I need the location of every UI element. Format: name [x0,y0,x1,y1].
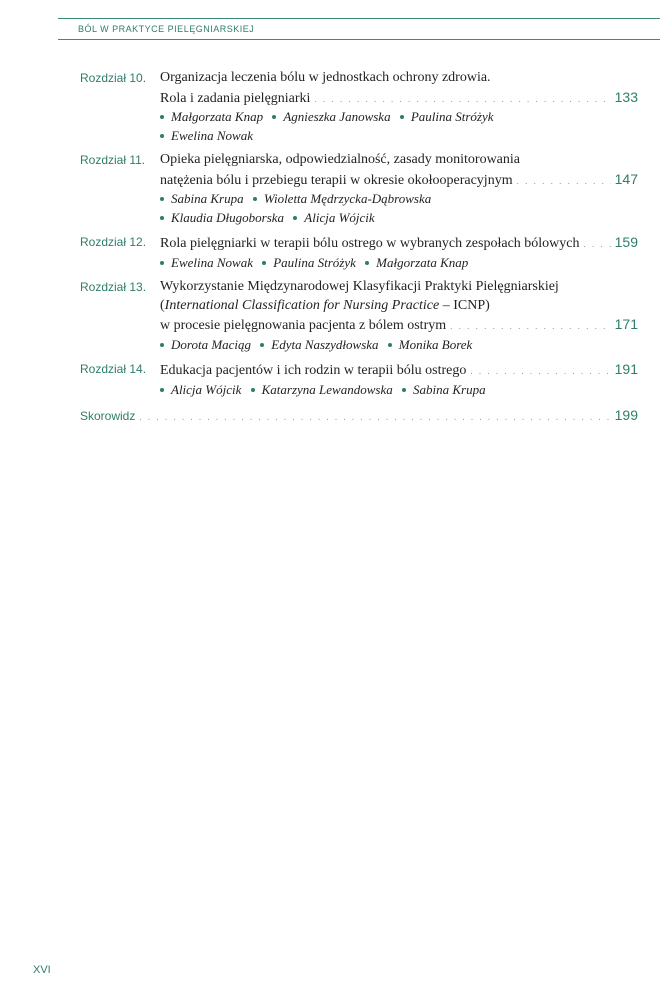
toc-entry-chapter-11[interactable] [80,151,638,227]
author: Sabina Krupa [160,191,244,206]
chapter-label: Rozdział 10. [80,71,147,85]
bullet-icon [160,115,164,119]
page-number: 159 [614,234,638,250]
author: Małgorzata Knap [365,255,468,270]
author: Klaudia Długoborska [160,210,284,225]
author: Paulina Stróżyk [262,255,356,270]
folio-page-number: XVI [33,964,51,976]
author-line [160,336,638,355]
page-number: 171 [614,316,638,332]
author: Wioletta Mędrzycka-Dąbrowska [253,191,431,206]
bullet-icon [160,261,164,265]
author: Monika Borek [388,337,473,352]
chapter-label: Rozdział 14. [80,362,147,376]
table-of-contents [80,69,638,423]
bullet-icon [253,197,257,201]
bullet-icon [388,343,392,347]
author: Paulina Stróżyk [400,109,494,124]
bullet-icon [272,115,276,119]
author: Ewelina Nowak [160,128,253,143]
toc-entry-index[interactable] [80,407,638,423]
toc-entry-chapter-14[interactable] [80,360,638,399]
chapter-title-line: Opieka pielęgniarska, odpowiedzialność, zasady monitorowania [160,152,520,167]
bullet-icon [160,388,164,392]
author: Agnieszka Janowska [272,109,390,124]
bullet-icon [160,197,164,201]
dot-leader [139,412,610,422]
bullet-icon [260,343,264,347]
chapter-title-leader-line [160,360,638,381]
author-line [160,254,638,273]
chapter-title-line: w procesie pielęgnowania pacjenta z bólem ostrym [160,318,447,333]
index-label: Skorowidz [80,409,136,423]
author-line [160,381,638,400]
dot-leader [314,90,610,109]
page-number: 133 [614,88,638,105]
author: Ewelina Nowak [160,255,253,270]
chapter-title-leader-line [160,315,638,336]
page-number: 147 [614,170,638,187]
chapter-title-leader-line [160,88,638,109]
chapter-title-line: Rola i zadania pielęgniarki [160,90,311,106]
chapter-title-leader-line [160,170,638,191]
author: Katarzyna Lewandowska [251,382,393,397]
chapter-label: Rozdział 11. [80,153,146,167]
bullet-icon [160,216,164,220]
bullet-icon [293,216,297,220]
page-number: 199 [614,407,638,423]
chapter-title-line: Edukacja pacjentów i ich rodzin w terapii bólu ostrego [160,363,467,378]
header-rule-bottom [58,39,660,40]
toc-entry-chapter-10[interactable] [80,69,638,145]
chapter-title-line: (International Classification for Nursing Practice – ICNP) [160,297,490,313]
chapter-title-line: Organizacja leczenia bólu w jednostkach ochrony zdrowia. [160,70,491,85]
author-line [160,190,638,209]
dot-leader [470,362,610,381]
dot-leader [450,317,611,336]
chapter-title-line: Wykorzystanie Międzynarodowej Klasyfikacji Praktyki Pielęgniarskiej [160,279,559,294]
running-title: BÓL W PRAKTYCE PIELĘGNIARSKIEJ [78,24,255,34]
author: Alicja Wójcik [293,210,374,225]
dot-leader [584,235,611,254]
chapter-label: Rozdział 12. [80,235,147,249]
bullet-icon [400,115,404,119]
author: Alicja Wójcik [160,382,241,397]
author-line [160,127,638,146]
bullet-icon [365,261,369,265]
bullet-icon [160,343,164,347]
chapter-title-line: Rola pielęgniarki w terapii bólu ostrego w wybranych zespołach bólowych [160,236,580,251]
chapter-title-line: natężenia bólu i przebiegu terapii w okresie okołooperacyjnym [160,172,513,188]
author-line [160,209,638,228]
bullet-icon [402,388,406,392]
toc-entry-chapter-12[interactable] [80,233,638,272]
page-number: 191 [614,361,638,377]
chapter-label: Rozdział 13. [80,280,147,294]
bullet-icon [262,261,266,265]
author-line [160,108,638,127]
bullet-icon [251,388,255,392]
chapter-title-leader-line [160,233,638,254]
bullet-icon [160,134,164,138]
author: Dorota Maciąg [160,337,251,352]
author: Edyta Naszydłowska [260,337,378,352]
header-rule-top [58,18,660,19]
author: Sabina Krupa [402,382,486,397]
dot-leader [517,172,611,191]
author: Małgorzata Knap [160,109,263,124]
toc-entry-chapter-13[interactable] [80,278,638,354]
